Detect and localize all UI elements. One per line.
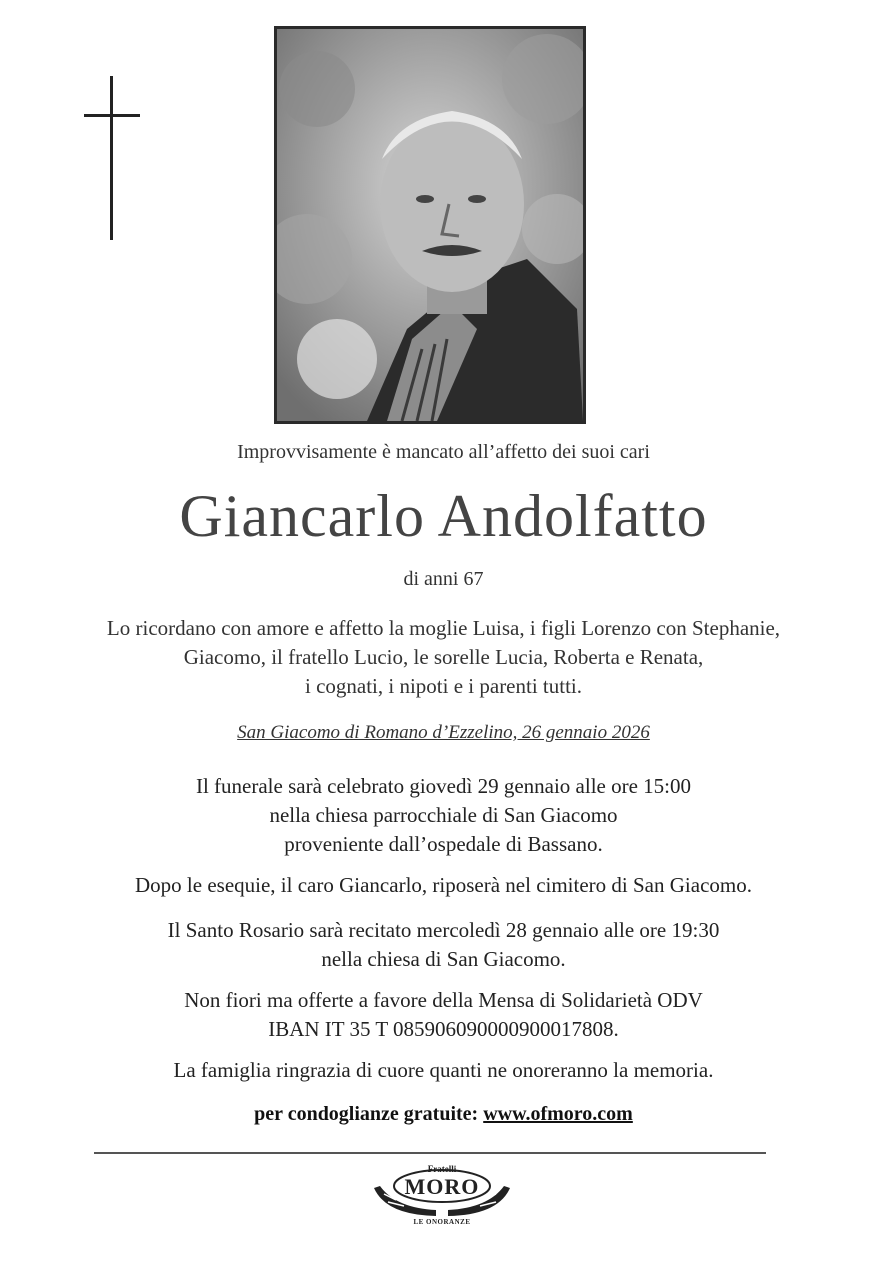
thanks-text: La famiglia ringrazia di cuore quanti ne onoreranno la memoria. [173,1058,714,1082]
logo-fratelli: Fratelli [427,1164,457,1174]
portrait-photo [274,26,586,424]
funeral-line-1: Il funerale sarà celebrato giovedì 29 gennaio alle ore 15:00 [195,774,692,798]
logo-onoranze: LE ONORANZE [413,1218,471,1226]
deceased-name: Giancarlo Andolfatto [179,483,708,549]
condolences-label: per condoglianze gratuite: [254,1103,479,1125]
relatives-line-2: Giacomo, il fratello Lucio, le sorelle Lucia, Roberta e Renata, [183,645,704,669]
divider [94,1152,766,1154]
condolences [0,1103,887,1126]
donation-iban: IBAN IT 35 T 085906090000900017808. [268,1017,619,1041]
rosary-line-2: nella chiesa di San Giacomo. [321,947,566,971]
moro-logo [366,1160,518,1236]
relatives-line-3: i cognati, i nipoti e i parenti tutti. [304,674,583,698]
funeral-line-2: nella chiesa parrocchiale di San Giacomo [269,803,618,827]
burial-text: Dopo le esequie, il caro Giancarlo, riposerà nel cimitero di San Giacomo. [135,873,752,897]
relatives-line-1: Lo ricordano con amore e affetto la moglie Luisa, i figli Lorenzo con Stephanie, [106,616,781,640]
intro-text: Improvvisamente è mancato all’affetto dei suoi cari [237,441,650,463]
place-date [0,722,887,744]
place-date-text: San Giacomo di Romano d’Ezzelino, 26 gennaio 2026 [237,722,650,743]
logo-moro: MORO [404,1174,480,1199]
funeral-line-3: proveniente dall’ospedale di Bassano. [284,832,603,856]
donation-line-1: Non fiori ma offerte a favore della Mensa di Solidarietà ODV [184,988,703,1012]
cross-icon [84,76,140,240]
rosary-line-1: Il Santo Rosario sarà recitato mercoledì 28 gennaio alle ore 19:30 [167,918,720,942]
condolences-link[interactable]: www.ofmoro.com [483,1103,633,1125]
age-text: di anni 67 [403,568,484,590]
